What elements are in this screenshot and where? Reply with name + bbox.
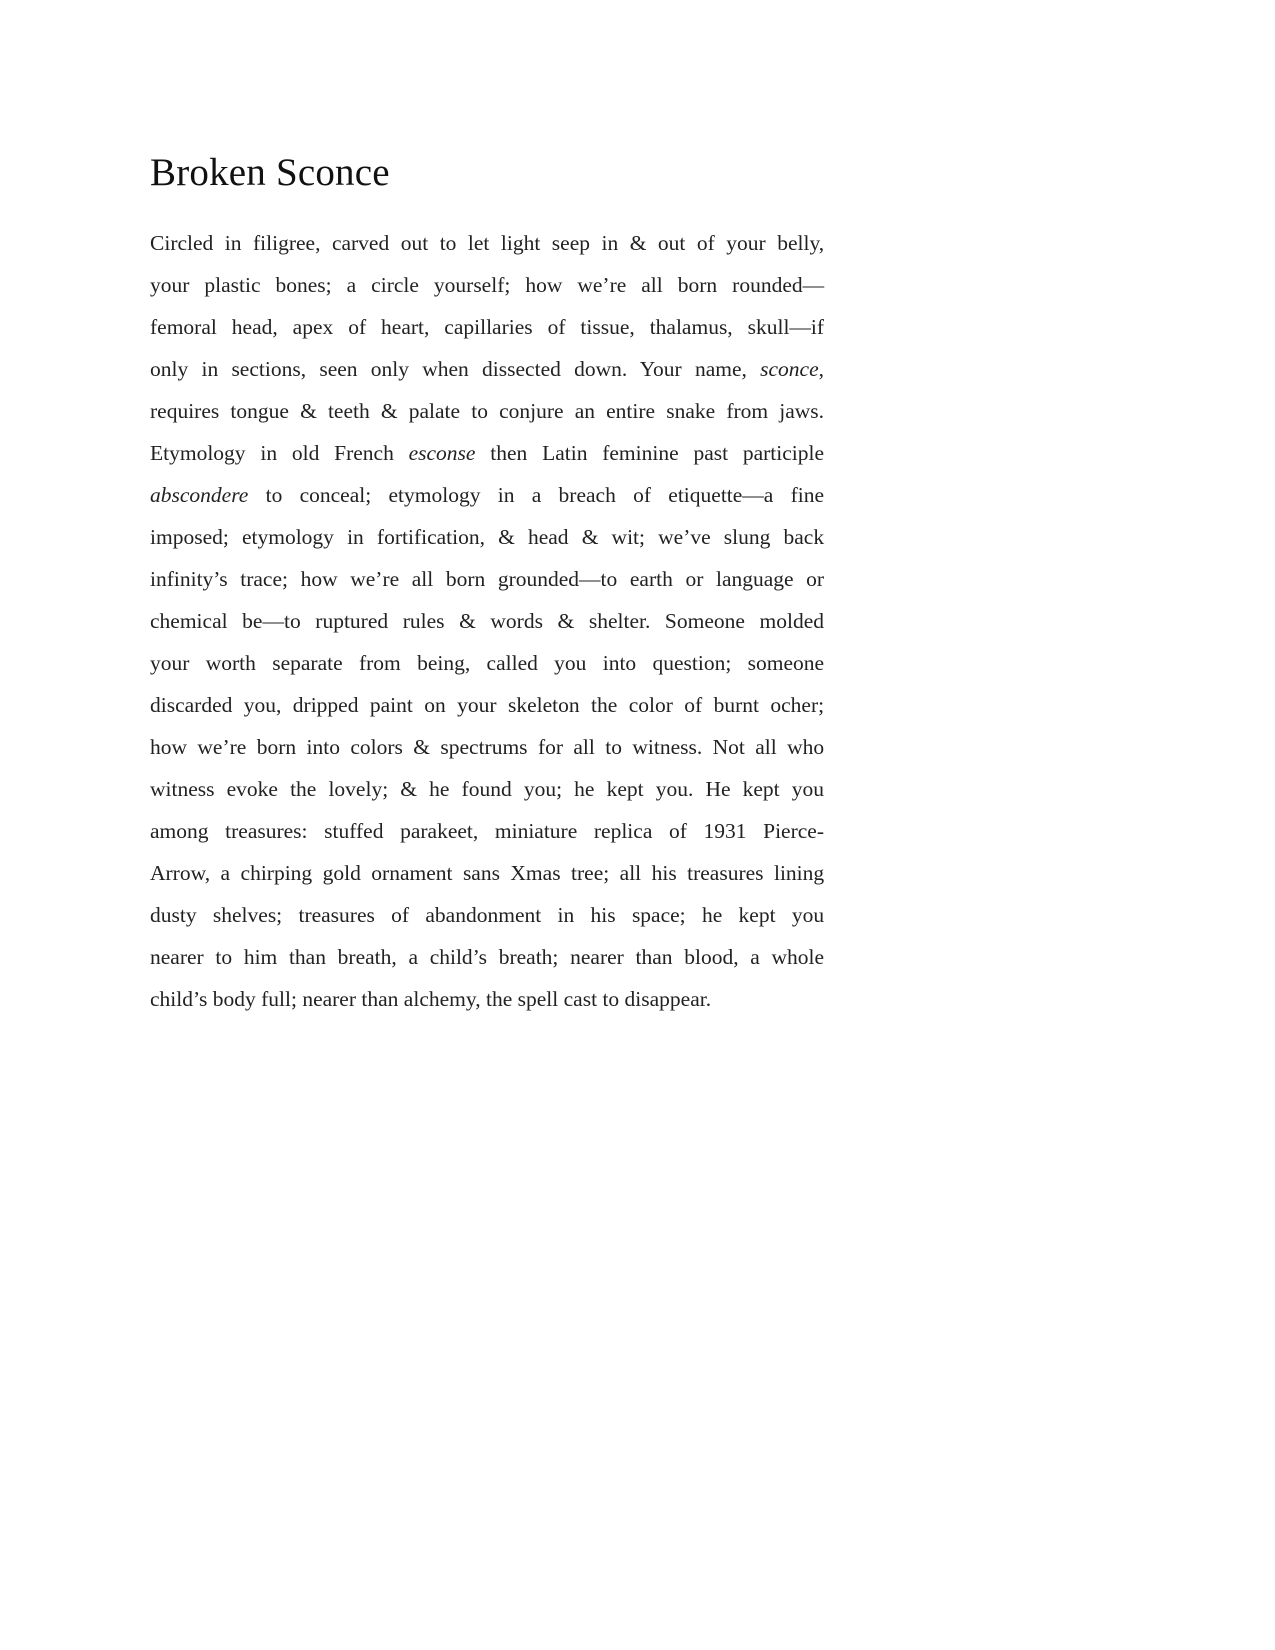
word: we’re (350, 567, 400, 591)
word: in (224, 231, 242, 255)
word: belly, (777, 231, 825, 255)
word: your (726, 231, 766, 255)
word: body (212, 987, 256, 1011)
word: seen (319, 357, 358, 381)
word: paint (369, 693, 413, 717)
word: on (424, 693, 446, 717)
word: the (485, 987, 513, 1011)
word: breath, (337, 945, 397, 969)
italic-word: esconse (408, 441, 476, 465)
word: you (791, 903, 825, 927)
word: fortification, (376, 525, 485, 549)
word: into (602, 651, 637, 675)
word: capillaries (444, 315, 533, 339)
word: past (693, 441, 729, 465)
word: an (574, 399, 595, 423)
word: & (400, 777, 418, 801)
word: Arrow, (150, 861, 211, 885)
word: to (439, 231, 457, 255)
word: witness (150, 777, 215, 801)
poem-line (150, 894, 824, 936)
word: ruptured (315, 609, 389, 633)
word: worth (205, 651, 256, 675)
word: jaws. (779, 399, 825, 423)
word: & (459, 609, 476, 633)
word: in (260, 441, 278, 465)
word: whole (771, 945, 825, 969)
word: bones; (275, 273, 332, 297)
word: his (651, 861, 677, 885)
word: a (346, 273, 357, 297)
word: you, (243, 693, 282, 717)
word: treasures (687, 861, 764, 885)
word: being, (417, 651, 471, 675)
word: a (408, 945, 418, 969)
word: grounded—to (497, 567, 618, 591)
word: of (684, 693, 703, 717)
poem-line (150, 222, 824, 264)
word: kept (738, 903, 776, 927)
word: Etymology (150, 441, 246, 465)
poem-body (150, 222, 824, 1020)
word: breath; (498, 945, 559, 969)
word: to (265, 483, 283, 507)
word: the (290, 777, 317, 801)
word: snake (666, 399, 716, 423)
word: he (429, 777, 450, 801)
poem-line (150, 978, 824, 1020)
word: seep (551, 231, 590, 255)
word: name, (694, 357, 747, 381)
word: be—to (242, 609, 301, 633)
word: separate (272, 651, 343, 675)
word: ocher; (770, 693, 825, 717)
word: to (605, 735, 622, 759)
word: feminine (602, 441, 679, 465)
word: nearer (570, 945, 624, 969)
word: lovely; (328, 777, 389, 801)
word: child’s (150, 987, 208, 1011)
word: fine (790, 483, 825, 507)
word: born (445, 567, 486, 591)
word: He (705, 777, 731, 801)
word: called (486, 651, 538, 675)
word: apex (292, 315, 334, 339)
word: treasures (298, 903, 375, 927)
word: a (750, 945, 760, 969)
word: wit; (611, 525, 645, 549)
word: colors (350, 735, 403, 759)
word: sections, (231, 357, 307, 381)
word: slung (723, 525, 771, 549)
word: of (547, 315, 566, 339)
word: in (497, 483, 515, 507)
word: & (581, 525, 599, 549)
word: to (602, 987, 620, 1011)
word: miniature (494, 819, 578, 843)
word: for (537, 735, 564, 759)
word: witness. (632, 735, 703, 759)
italic-word: abscondere (150, 483, 249, 507)
word: you (554, 651, 587, 675)
word: , (818, 357, 825, 381)
poem-line (150, 936, 824, 978)
word: how (525, 273, 563, 297)
word: participle (742, 441, 825, 465)
word: into (306, 735, 340, 759)
word: head (527, 525, 569, 549)
word: filigree, (253, 231, 321, 255)
word: discarded (150, 693, 233, 717)
word: from (358, 651, 401, 675)
poem-line (150, 558, 824, 600)
word: etymology (388, 483, 481, 507)
word: of (348, 315, 367, 339)
word: we’ve (658, 525, 711, 549)
word: all (411, 567, 434, 591)
word: circle (371, 273, 419, 297)
word: child’s (429, 945, 488, 969)
word: rules (402, 609, 445, 633)
word: space; (631, 903, 686, 927)
word: of (668, 819, 687, 843)
word: kept (742, 777, 780, 801)
word: shelter. (588, 609, 651, 633)
word: cast (563, 987, 598, 1011)
word: 1931 (703, 819, 747, 843)
word: all (573, 735, 595, 759)
word: kept (606, 777, 644, 801)
word: language (715, 567, 794, 591)
word: parakeet, (400, 819, 479, 843)
word: chirping (240, 861, 313, 885)
word: blood, (684, 945, 739, 969)
word: Circled (150, 231, 214, 255)
word: from (726, 399, 769, 423)
word: color (628, 693, 673, 717)
word: tissue, (580, 315, 635, 339)
word: the (591, 693, 618, 717)
word: heart, (381, 315, 430, 339)
word: dusty (150, 903, 197, 927)
word: found (461, 777, 512, 801)
word: you. (655, 777, 694, 801)
poem-line (150, 516, 824, 558)
word: among (150, 819, 209, 843)
word: to (471, 399, 488, 423)
word: & (413, 735, 430, 759)
word: trace; (240, 567, 288, 591)
word: & (300, 399, 317, 423)
poem-line (150, 390, 824, 432)
word: born (256, 735, 297, 759)
poem-line (150, 432, 824, 474)
word: his (590, 903, 616, 927)
word: imposed; (150, 525, 229, 549)
word: when (422, 357, 469, 381)
word: of (633, 483, 652, 507)
word: Pierce- (763, 819, 825, 843)
word: spectrums (440, 735, 528, 759)
word: tree; (571, 861, 610, 885)
word: born (677, 273, 718, 297)
word: how (150, 735, 188, 759)
poem-title: Broken Sconce (150, 151, 390, 194)
word: out (400, 231, 429, 255)
word: dripped (292, 693, 359, 717)
word: in (601, 231, 619, 255)
word: of (391, 903, 410, 927)
word: ornament (371, 861, 453, 885)
word: Someone (664, 609, 745, 633)
word: than (361, 987, 399, 1011)
word: replica (593, 819, 653, 843)
word: burnt (713, 693, 759, 717)
italic-word: sconce (760, 357, 819, 381)
word: we’re (197, 735, 247, 759)
word: words (490, 609, 543, 633)
word: he (574, 777, 595, 801)
word: palate (408, 399, 461, 423)
word: breach (558, 483, 616, 507)
word: Your (639, 357, 682, 381)
poem-line (150, 768, 824, 810)
word: let (467, 231, 490, 255)
poem-line (150, 348, 824, 390)
word: stuffed (324, 819, 384, 843)
word: femoral (150, 315, 217, 339)
word: out (657, 231, 686, 255)
word: he (701, 903, 723, 927)
word: & (498, 525, 515, 549)
word: old (291, 441, 320, 465)
word: & (629, 231, 647, 255)
word: back (783, 525, 825, 549)
word: than (635, 945, 673, 969)
word: all (641, 273, 663, 297)
word: someone (747, 651, 825, 675)
word: disappear. (624, 987, 712, 1011)
word: or (806, 567, 825, 591)
word: in (347, 525, 364, 549)
word: carved (331, 231, 390, 255)
word: dissected (482, 357, 561, 381)
word: who (787, 735, 825, 759)
word: infinity’s (150, 567, 228, 591)
poem-line (150, 852, 824, 894)
word: conjure (499, 399, 564, 423)
word: lining (773, 861, 825, 885)
word: conceal; (299, 483, 372, 507)
word: etiquette—a (668, 483, 774, 507)
word: full; (261, 987, 297, 1011)
word: etymology (241, 525, 334, 549)
poem-line (150, 726, 824, 768)
word: Not (712, 735, 745, 759)
word: him (243, 945, 278, 969)
word: all (619, 861, 642, 885)
word: only (370, 357, 409, 381)
word: to (215, 945, 233, 969)
poem-line (150, 684, 824, 726)
word: question; (652, 651, 732, 675)
poem-line (150, 810, 824, 852)
word: your (150, 651, 190, 675)
word: nearer (302, 987, 357, 1011)
word: treasures: (225, 819, 308, 843)
word: entire (606, 399, 656, 423)
word: evoke (226, 777, 278, 801)
word: yourself; (433, 273, 511, 297)
word: your (457, 693, 497, 717)
word: teeth (327, 399, 370, 423)
word: head, (231, 315, 278, 339)
word: sans (462, 861, 500, 885)
word: requires (150, 399, 220, 423)
word: French (334, 441, 394, 465)
word: you; (523, 777, 563, 801)
word: in (557, 903, 575, 927)
word: all (755, 735, 777, 759)
word: abandonment (425, 903, 542, 927)
poem-line (150, 600, 824, 642)
word: how (300, 567, 338, 591)
word: earth (629, 567, 673, 591)
word: down. (574, 357, 628, 381)
word: skeleton (507, 693, 580, 717)
word: thalamus, (649, 315, 733, 339)
poem-line (150, 474, 824, 516)
word: Latin (542, 441, 588, 465)
word: alchemy, (403, 987, 481, 1011)
word: in (201, 357, 219, 381)
word: Xmas (510, 861, 561, 885)
word: light (500, 231, 541, 255)
word: rounded— (732, 273, 825, 297)
word: & (557, 609, 575, 633)
word: than (288, 945, 326, 969)
word: plastic (204, 273, 261, 297)
word: molded (759, 609, 825, 633)
word: we’re (577, 273, 627, 297)
word: only (150, 357, 189, 381)
word: gold (322, 861, 361, 885)
word: your (150, 273, 190, 297)
word: chemical (150, 609, 228, 633)
word: tongue (230, 399, 289, 423)
word: shelves; (212, 903, 283, 927)
poem-line (150, 642, 824, 684)
word: nearer (150, 945, 204, 969)
word: & (380, 399, 398, 423)
word: you (791, 777, 825, 801)
word: a (531, 483, 542, 507)
poem-line (150, 264, 824, 306)
poem-line (150, 306, 824, 348)
word: of (696, 231, 715, 255)
word: a (220, 861, 231, 885)
word: skull—if (747, 315, 825, 339)
word: then (490, 441, 528, 465)
word: spell (517, 987, 559, 1011)
word: or (685, 567, 704, 591)
